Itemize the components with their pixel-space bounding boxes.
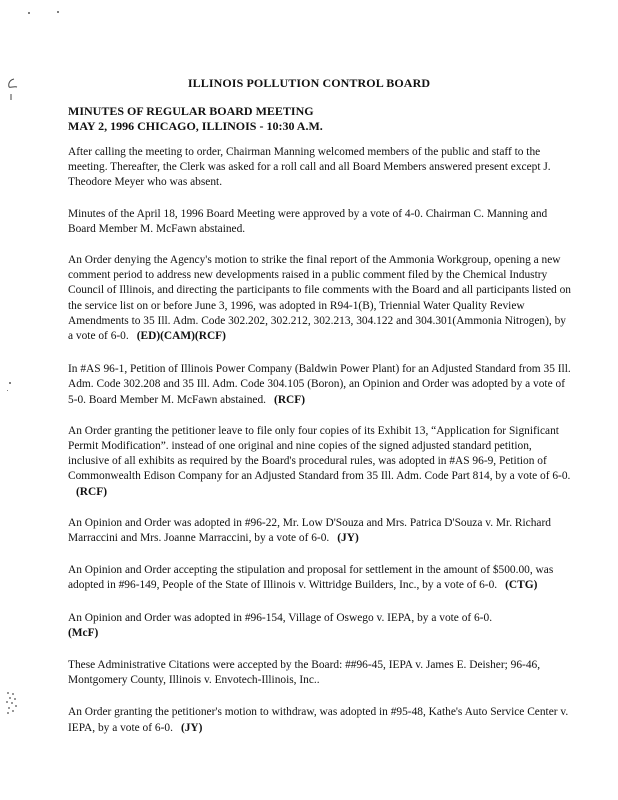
meeting-date-location: MAY 2, 1996 CHICAGO, ILLINOIS - 10:30 A.M. bbox=[68, 119, 323, 133]
paragraph bbox=[68, 362, 573, 408]
minutes-body bbox=[68, 145, 573, 752]
paragraph-text: An Order granting the petitioner leave to file only four copies of its Exhibit 13, “Application for Significant Permit Modification”. instead of one original and nine copies of the signed adjusted standard petition, inclusive of all exhibits as required by the Board's procedural rules, was adopted in #AS 96-9, Petition of Commonwealth Edison Company for an Adjusted Standard from 35 Ill. Adm. Code Part 814, by a vote of 6-0. bbox=[68, 424, 571, 483]
board-title: ILLINOIS POLLUTION CONTROL BOARD bbox=[187, 76, 431, 90]
minutes-heading: MINUTES OF REGULAR BOARD MEETING bbox=[68, 104, 314, 118]
paragraph-text: Minutes of the April 18, 1996 Board Meeting were approved by a vote of 4-0. Chairman C. Manning and Board Member M. McFawn abstained. bbox=[68, 207, 548, 235]
paragraph-text: An Order granting the petitioner's motion to withdraw, was adopted in #95-48, Kathe's Auto Service Center v. IEPA, by a vote of 6-0. bbox=[68, 706, 569, 734]
attorney-code: (McF) bbox=[68, 626, 99, 639]
paragraph bbox=[68, 516, 573, 546]
paragraph-text: In #AS 96-1, Petition of Illinois Power Company (Baldwin Power Plant) for an Adjusted Standard from 35 Ill. Adm. Code 302.208 and 35 Ill. Adm. Code 304.105 (Boron), an Opinion and Order was adopted by a vote of 5-0. Board Member M. McFawn abstained. bbox=[68, 363, 571, 406]
attorney-code: (RCF) bbox=[274, 393, 306, 406]
paragraph-text: An Opinion and Order accepting the stipulation and proposal for settlement in the amount of $500.00, was adopted in #96-149, People of the State of Illinois v. Wittridge Builders, Inc., by a vote of 6-0. bbox=[68, 564, 554, 592]
scan-speck bbox=[9, 382, 11, 384]
paragraph bbox=[68, 658, 573, 688]
attorney-code: (JY) bbox=[180, 721, 203, 734]
paragraph bbox=[68, 563, 573, 593]
paragraph bbox=[68, 424, 573, 500]
margin-stamp bbox=[4, 690, 20, 716]
attorney-code: (RCF) bbox=[76, 485, 107, 498]
paragraph-text: These Administrative Citations were accepted by the Board: ##96-45, IEPA v. James E. Deisher; 96-46, Montgomery County, Illinois v. Envotech-Illinois, Inc.. bbox=[68, 659, 541, 687]
scan-speck bbox=[28, 12, 30, 14]
paragraph bbox=[68, 207, 573, 237]
paragraph bbox=[68, 253, 573, 344]
attorney-code: (CTG) bbox=[505, 579, 538, 592]
paragraph-text: An Opinion and Order was adopted in #96-154, Village of Oswego v. IEPA, by a vote of 6-0. bbox=[68, 611, 493, 624]
scan-speck bbox=[7, 390, 8, 391]
paragraph-text: An Opinion and Order was adopted in #96-22, Mr. Low D'Souza and Mrs. Patrica D'Souza v. Mr. Richard Marraccini and Mrs. Joanne Marraccini, by a vote of 6-0. bbox=[68, 516, 551, 545]
paragraph bbox=[68, 145, 573, 191]
paragraph-text: An Order denying the Agency's motion to strike the final report of the Ammonia Workgroup, opening a new comment period to address new developments raised in a public comment filed by the Chemical Industry Council of Illinois, and directing the participants to file comments with the Board and all participants listed on the service list on or before June 3, 1996, was adopted in R94-1(B), Triennial Water Quality Review Amendments to 35 Ill. Adm. Code 302.202, 302.212, 302.213, 304.122 and 304.301(Ammonia Nitrogen), by a vote of 6-0. bbox=[68, 254, 571, 343]
scan-speck bbox=[57, 11, 59, 13]
paragraph-text: After calling the meeting to order, Chairman Manning welcomed members of the public and staff to the meeting. Thereafter, the Clerk was asked for a roll call and all Board Members answered present except J. Theodore Meyer who was absent. bbox=[68, 146, 551, 189]
paragraph bbox=[68, 705, 573, 735]
attorney-code: (ED)(CAM)(RCF) bbox=[136, 330, 226, 343]
attorney-code: (JY) bbox=[337, 532, 359, 545]
paragraph bbox=[68, 611, 573, 641]
